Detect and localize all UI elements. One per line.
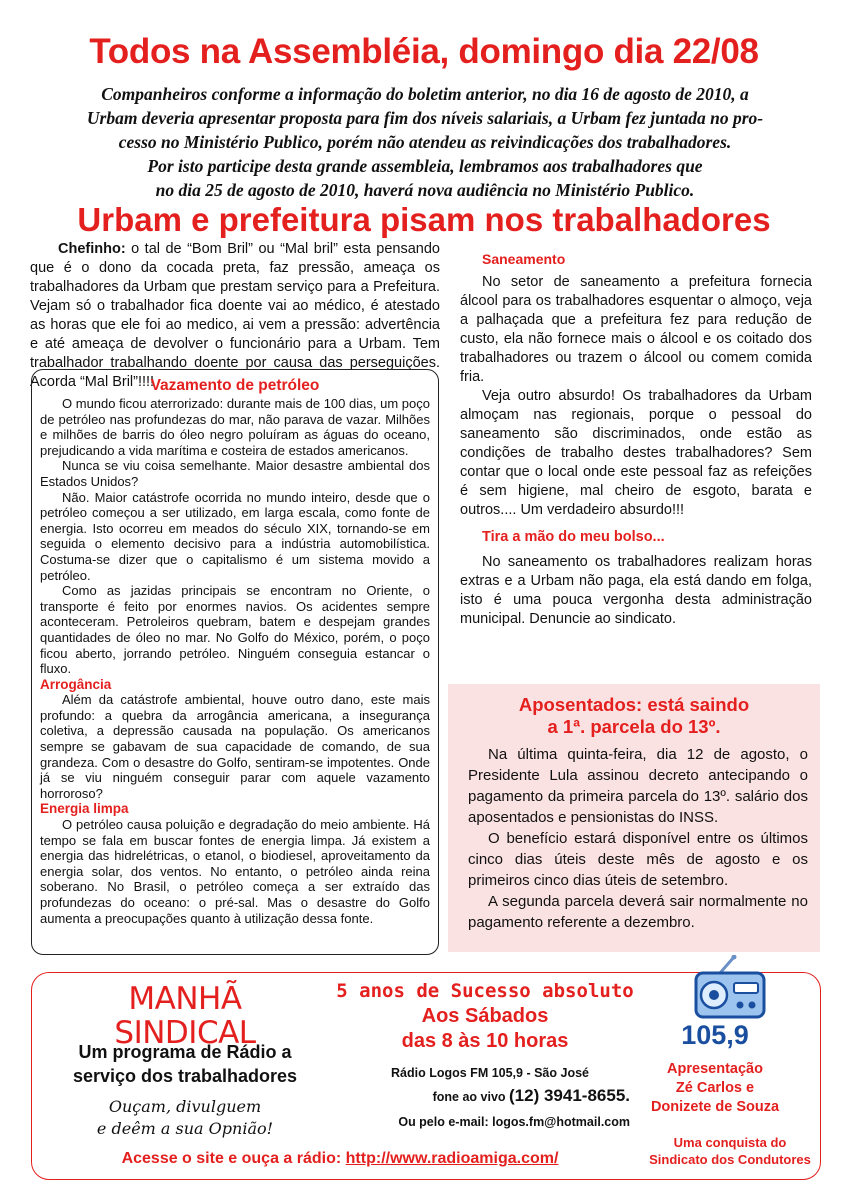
logo-line: SINDICAL <box>114 1015 256 1051</box>
call-line: e deêm a sua Opnião! <box>96 1119 274 1138</box>
email-line: Ou pelo e-mail: logos.fm@hotmail.com <box>398 1115 630 1129</box>
schedule <box>320 1004 650 1054</box>
call-to-listen <box>80 1096 290 1140</box>
conquista-line: Uma conquista do <box>673 1135 787 1150</box>
schedule-line: das 8 às 10 horas <box>401 1030 569 1052</box>
frequency: 105,9 <box>681 1020 749 1050</box>
aposentados-title-line: Aposentados: está saindo <box>518 694 750 715</box>
page-title: Todos na Assembléia, domingo dia 22/08 <box>89 32 759 71</box>
intro-paragraph <box>55 82 795 202</box>
anos-sucesso: 5 anos de Sucesso absoluto <box>336 980 634 1002</box>
vazamento-paragraph: Como as jazidas principais se encontram no Oriente, o transporte é feito por enormes navios. Os acidentes sempre aconteceram. Petroleiros quebram, batem e despejam grandes quantidades de óleo no mar. No Golfo do México, porém, o poço ficou aberto, jorrando petróleo. Ninguém conseguia estancar o fluxo. <box>40 583 430 677</box>
presenters-line: Donizete de Souza <box>650 1099 780 1115</box>
site-label: Acesse o site e ouça a rádio: <box>121 1150 346 1167</box>
saneamento-paragraph: No setor de saneamento a prefeitura fornecia álcool para os trabalhadores esquentar o almoço, veja a palhaçada que a prefeitura fez para redução de custo, ela não fornece mais o álcool e os coitado dos trabalhadores ou trazem o álcool ou comem comida fria. <box>460 274 812 385</box>
schedule-line: Aos Sábados <box>421 1005 549 1027</box>
vazamento-article <box>40 376 430 926</box>
conquista-note <box>640 1134 820 1168</box>
intro-line: Por isto participe desta grande assembleia, lembramos aos trabalhadores que <box>147 156 703 176</box>
station-name: Rádio Logos FM 105,9 - São José <box>391 1066 589 1080</box>
chefinho-label: Chefinho: <box>58 241 126 257</box>
intro-line: Companheiros conforme a informação do boletim anterior, no dia 16 de agosto de 2010, a <box>101 84 749 104</box>
radio-icon <box>690 955 770 1025</box>
chefinho-text: o tal de “Bom Bril” ou “Mal bril” esta pensando que é o dono da cocada preta, faz pressão, ameaça os trabalhadores da Urbam que prestam serviço para a Prefeitura. Vejam só o trabalhador fica doente vai ao médico, é atestado as horas que ele foi ao medico, ai vem a pressão: advertência e até ameaça de devolver o funcionário para a Urbam. Tem trabalhador trabalhando doente por causa das perseguições. Acorda “Mal Bril”!!!! <box>30 241 440 390</box>
tira-mao-subtitle: Tira a mão do meu bolso... <box>482 529 665 545</box>
vazamento-paragraph: O mundo ficou aterrorizado: durante mais de 100 dias, um poço de petróleo nas profundezas do mar, não parava de vazar. Milhões e milhões de barris do óleo negro poluíram as águas do oceano, prejudicando a vida marítima e costeira de estados americanos. <box>40 396 430 458</box>
program-line: Um programa de Rádio a <box>78 1042 292 1062</box>
aposentados-paragraph: A segunda parcela deverá sair normalmente no pagamento referente a dezembro. <box>468 893 808 931</box>
saneamento-paragraph: No saneamento os trabalhadores realizam horas extras e a Urbam não paga, ela está dando em folga, isto é uma pouca vergonha desta administração municipal. Denuncie ao sindicato. <box>460 554 812 627</box>
phone-label: fone ao vivo <box>432 1090 510 1104</box>
aposentados-body <box>468 744 808 933</box>
vazamento-title: Vazamento de petróleo <box>150 377 320 394</box>
secondary-headline: Urbam e prefeitura pisam nos trabalhadores <box>77 201 771 238</box>
aposentados-title <box>448 694 820 738</box>
presenters <box>640 1060 790 1117</box>
aposentados-paragraph: Na última quinta-feira, dia 12 de agosto, o Presidente Lula assinou decreto antecipando o pagamento da primeira parcela do 13º. salário dos aposentados e pensionistas do INSS. <box>468 746 808 826</box>
presenters-line: Apresentação <box>667 1061 763 1077</box>
vazamento-paragraph: Nunca se viu coisa semelhante. Maior desastre ambiental dos Estados Unidos? <box>40 458 430 489</box>
intro-line: no dia 25 de agosto de 2010, haverá nova audiência no Ministério Publico. <box>155 180 695 200</box>
vazamento-paragraph: Além da catástrofe ambiental, houve outro dano, este mais profundo: a quebra da arrogância americana, a insegurança coletiva, a depressão causada na população. Os americanos sempre se gabavam de sua capacidade de comando, de sua grandeza. Com o desastre do Golfo, sentiram-se impotentes. Onde já se viu ninguém conseguir parar com aquele vazamento horroroso? <box>40 692 430 801</box>
logo-line: MANHÃ <box>128 981 242 1017</box>
arrogancia-subtitle: Arrogância <box>40 676 112 692</box>
site-line <box>40 1150 640 1168</box>
intro-line: cesso no Ministério Publico, porém não atendeu as reivindicações dos trabalhadores. <box>118 132 732 152</box>
vazamento-paragraph: O petróleo causa poluição e degradação do meio ambiente. Há tempo se fala em buscar fontes de energia limpa. Já existem a energia das hidrelétricas, o etanol, o biodiesel, aproveitamento da energia solar, dos ventos. No entanto, o petróleo ainda reina soberano. No Brasil, o petróleo começa a ser extraído das profundezas do oceano: o pré-sal. Mas o desastre do Golfo aumenta a preocupações quanto à utilização dessa fonte. <box>40 817 430 926</box>
call-line: Ouçam, divulguem <box>108 1097 262 1116</box>
presenters-line: Zé Carlos e <box>675 1080 755 1096</box>
site-link[interactable]: http://www.radioamiga.com/ <box>345 1150 559 1167</box>
energia-limpa-subtitle: Energia limpa <box>40 801 129 817</box>
phone-line <box>360 1086 630 1106</box>
saneamento-paragraph: Veja outro absurdo! Os trabalhadores da Urbam almoçam nas regionais, porque o pessoal do saneamento são discriminados, onde estão as condições de trabalho destes trabalhadores? Sem contar que o local onde este pessoal faz as refeições é sem higiene, mal cheiro de esgoto, barata e outros.... Um verdadeiro absurdo!!! <box>460 388 812 518</box>
saneamento-article <box>460 250 812 629</box>
program-description <box>50 1040 320 1088</box>
aposentados-paragraph: O benefício estará disponível entre os últimos cinco dias úteis deste mês de agosto e os primeiros cinco dias úteis de setembro. <box>468 830 808 889</box>
conquista-line: Sindicato dos Condutores <box>649 1152 811 1167</box>
vazamento-paragraph: Não. Maior catástrofe ocorrida no mundo inteiro, desde que o petróleo começou a ser utilizado, em larga escala, como fonte de energia. Isto ocorreu em meados do século XIX, tornando-se em seguida o elemento decisivo para a indústria automobilística. Costuma-se dizer que o capitalismo é um sistema movido a petróleo. <box>40 489 430 583</box>
program-line: serviço dos trabalhadores <box>72 1066 298 1086</box>
aposentados-title-line: a 1ª. parcela do 13º. <box>547 716 721 737</box>
phone-number: (12) 3941-8655. <box>509 1086 630 1105</box>
saneamento-title: Saneamento <box>482 251 566 267</box>
intro-line: Urbam deveria apresentar proposta para fim dos níveis salariais, a Urbam fez juntada no pro- <box>86 108 764 128</box>
